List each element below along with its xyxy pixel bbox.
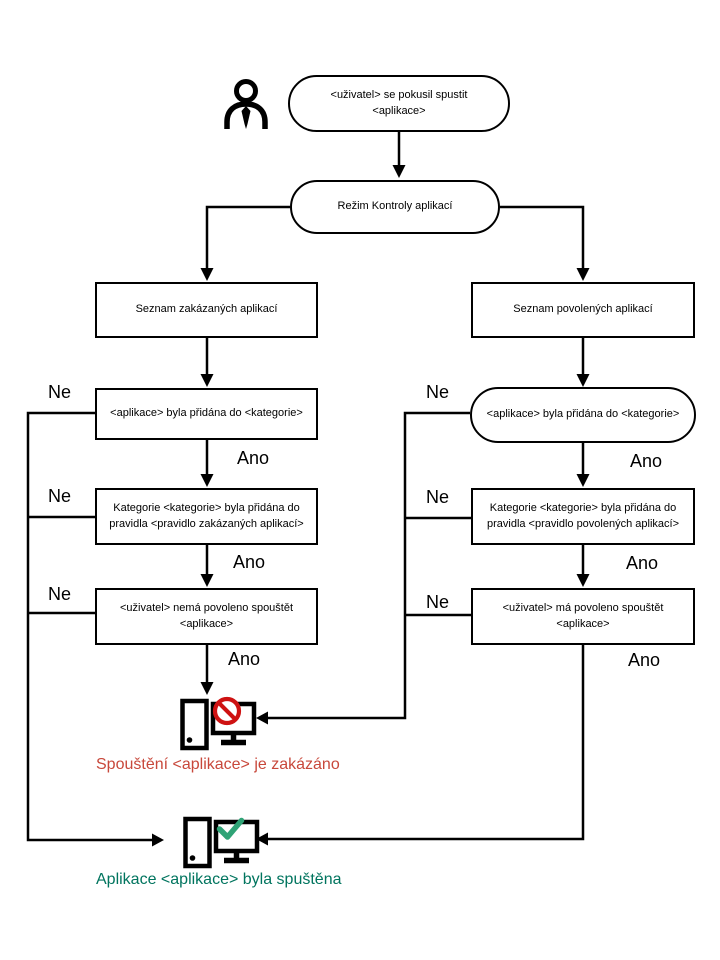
- node-deny-rule-line1: Kategorie <kategorie> byla přidána do: [113, 501, 300, 514]
- node-start-line2: <aplikace>: [372, 104, 426, 117]
- connector-mode-to-denylist: [201, 207, 291, 281]
- user-icon: [227, 82, 265, 130]
- node-allow-category: <aplikace> byla přidána do <kategorie>: [470, 387, 696, 443]
- node-start: [288, 75, 510, 132]
- node-allow-user: [471, 588, 695, 645]
- computer-blocked-icon: [183, 699, 255, 748]
- node-allowlist: Seznam povolených aplikací: [471, 282, 695, 338]
- connector-deny-category-yes: [201, 440, 214, 487]
- edge-label-yes-deny-user: Ano: [228, 649, 261, 669]
- edge-label-yes-allow-category: Ano: [630, 451, 663, 471]
- edge-label-no-deny-category: Ne: [48, 382, 72, 402]
- connector-right-no-rail-to-blocked: [256, 413, 471, 725]
- connector-allow-rule-yes: [577, 545, 590, 587]
- edge-label-no-allow-user: Ne: [426, 592, 450, 612]
- connector-mode-to-allowlist: [500, 207, 590, 281]
- edge-label-no-deny-user: Ne: [48, 584, 72, 604]
- blocked-outcome-caption: Spouštění <aplikace> je zakázáno: [96, 756, 340, 773]
- node-allow-user-line1: <uživatel> má povoleno spouštět: [502, 601, 664, 614]
- node-allow-rule-line1: Kategorie <kategorie> byla přidána do: [489, 501, 677, 514]
- node-start-line1: <uživatel> se pokusil spustit: [330, 88, 468, 101]
- node-denylist: Seznam zakázaných aplikací: [95, 282, 318, 338]
- node-allow-user-line2: <aplikace>: [556, 617, 610, 630]
- edge-label-no-deny-rule: Ne: [48, 486, 72, 506]
- edge-label-yes-allow-user: Ano: [628, 650, 661, 670]
- edge-label-yes-allow-rule: Ano: [626, 553, 659, 573]
- node-deny-rule: [95, 488, 318, 545]
- node-app-control-mode: Režim Kontroly aplikací: [290, 180, 500, 234]
- node-deny-user: [95, 588, 318, 645]
- connector-allow-user-yes-to-started: [256, 645, 583, 846]
- prohibition-icon: [215, 699, 239, 723]
- node-allow-rule-line2: pravidla <pravidlo povolených aplikací>: [486, 517, 679, 530]
- edge-label-no-allow-rule: Ne: [426, 487, 450, 507]
- connector-deny-rule-yes: [201, 545, 214, 587]
- connector-allow-category-yes: [577, 443, 590, 487]
- started-outcome-caption: Aplikace <aplikace> byla spuštěna: [96, 871, 342, 888]
- computer-ok-icon: [186, 819, 258, 866]
- node-allow-rule: [471, 488, 695, 545]
- edge-label-no-allow-category: Ne: [426, 382, 450, 402]
- node-deny-user-line1: <uživatel> nemá povoleno spouštět: [119, 601, 294, 614]
- connector-allowlist-to-category: [577, 338, 590, 387]
- edge-label-yes-deny-rule: Ano: [233, 552, 266, 572]
- edge-label-yes-deny-category: Ano: [237, 448, 270, 468]
- node-deny-category: <aplikace> byla přidána do <kategorie>: [95, 388, 318, 440]
- connector-start-to-mode: [393, 132, 406, 178]
- node-deny-user-line2: <aplikace>: [179, 617, 234, 630]
- connector-denylist-to-category: [201, 338, 214, 387]
- node-deny-rule-line2: pravidla <pravidlo zakázaných aplikací>: [109, 517, 304, 530]
- connector-deny-user-yes-to-blocked: [201, 645, 214, 695]
